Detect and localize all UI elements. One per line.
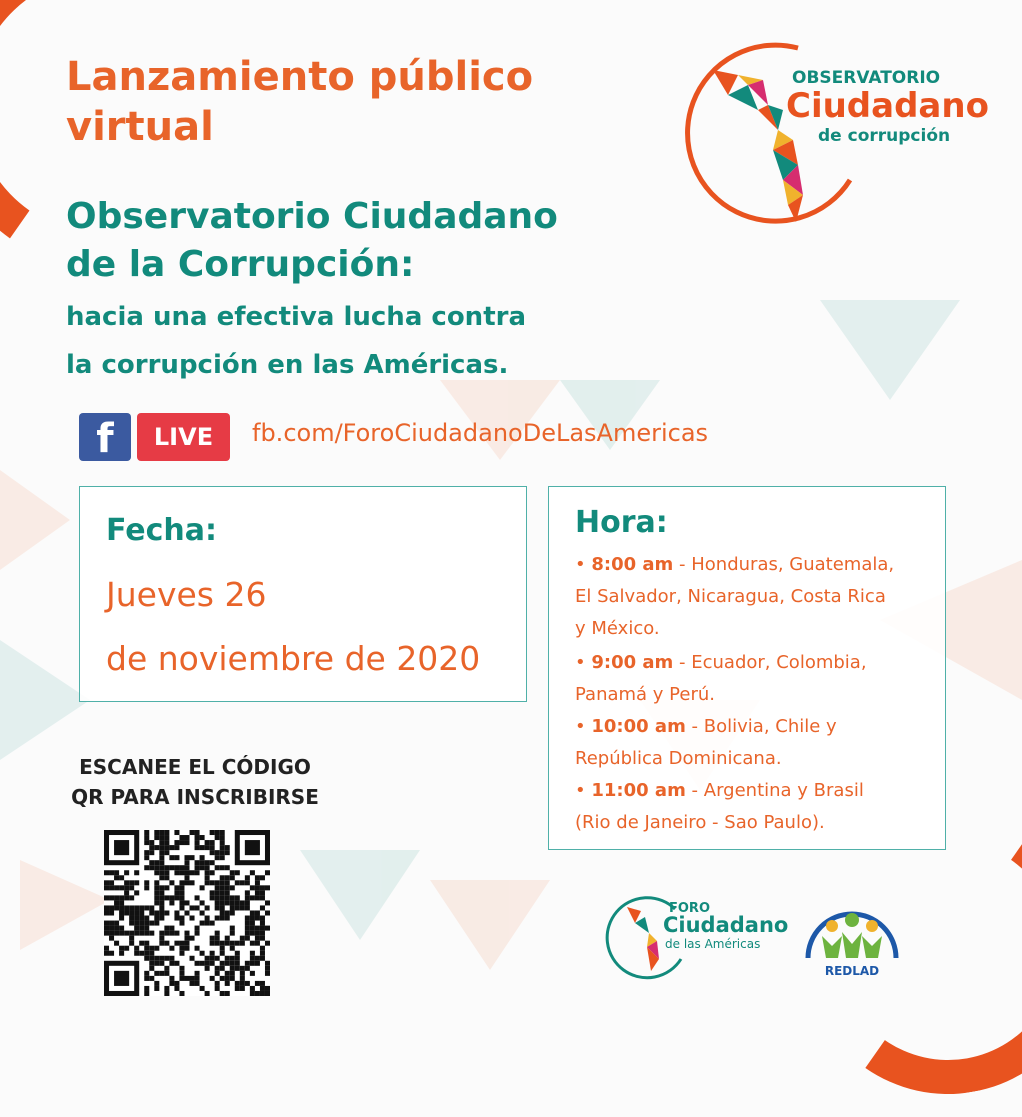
schedule-time: 11:00 am [591, 780, 686, 801]
schedule-time: 8:00 am [591, 554, 674, 575]
logo-foro-line: de las Américas [665, 937, 761, 951]
logo-top-line: Ciudadano [786, 86, 989, 126]
schedule-countries: - Ecuador, Colombia, [673, 652, 867, 673]
redlad-logo [800, 888, 904, 992]
redlad-label: REDLAD [824, 964, 880, 978]
foro-ciudadano-logo [605, 893, 795, 983]
event-subtitle [66, 193, 686, 289]
schedule-countries: - Honduras, Guatemala, [673, 554, 895, 575]
bullet: • [575, 652, 586, 673]
logo-foro-line: FORO [669, 901, 710, 916]
subtitle-tagline-line: hacia una efectiva lucha contra [66, 302, 526, 332]
observatorio-logo [668, 40, 1008, 230]
schedule-item [575, 549, 935, 645]
schedule-countries: Panamá y Perú. [575, 684, 715, 705]
subtitle-line: de la Corrupción: [66, 244, 415, 285]
date-card [79, 486, 527, 702]
logo-top-line: OBSERVATORIO [792, 68, 941, 88]
main-title-line: virtual [66, 104, 214, 150]
americas-map-icon [627, 907, 659, 971]
main-title [66, 52, 666, 152]
qr-code-icon[interactable] [104, 830, 270, 996]
bullet: • [575, 780, 586, 801]
main-title-line: Lanzamiento público [66, 54, 534, 100]
subtitle-tagline-line: la corrupción en las Américas. [66, 350, 509, 380]
schedule-countries: - Bolivia, Chile y [685, 716, 837, 737]
schedule-countries: (Rio de Janeiro - Sao Paulo). [575, 812, 825, 833]
schedule-countries: y México. [575, 618, 660, 639]
schedule-countries: El Salvador, Nicaragua, Costa Rica [575, 586, 886, 607]
qr-instructions-line: QR PARA INSCRIBIRSE [71, 785, 319, 809]
qr-instructions-line: ESCANEE EL CÓDIGO [79, 755, 311, 779]
schedule-countries: República Dominicana. [575, 748, 782, 769]
date-heading: Fecha: [106, 513, 218, 548]
facebook-url-link[interactable]: fb.com/ForoCiudadanoDeLasAmericas [252, 419, 709, 447]
schedule-countries: - Argentina y Brasil [685, 780, 864, 801]
schedule-item [575, 711, 935, 775]
qr-instructions [40, 752, 350, 812]
logo-foro-line: Ciudadano [663, 913, 789, 937]
live-badge[interactable]: LIVE [137, 413, 230, 461]
date-line: Jueves 26 [106, 575, 267, 614]
schedule-time: 10:00 am [591, 716, 686, 737]
logo-top-line: de corrupción [818, 126, 951, 146]
time-card [548, 486, 946, 850]
schedule-time: 9:00 am [591, 652, 674, 673]
bullet: • [575, 716, 586, 737]
schedule-item [575, 775, 935, 839]
bullet: • [575, 554, 586, 575]
facebook-icon[interactable]: f [79, 413, 131, 461]
schedule-item [575, 647, 935, 711]
time-heading: Hora: [575, 505, 668, 540]
date-line: de noviembre de 2020 [106, 639, 481, 678]
subtitle-line: Observatorio Ciudadano [66, 196, 558, 237]
